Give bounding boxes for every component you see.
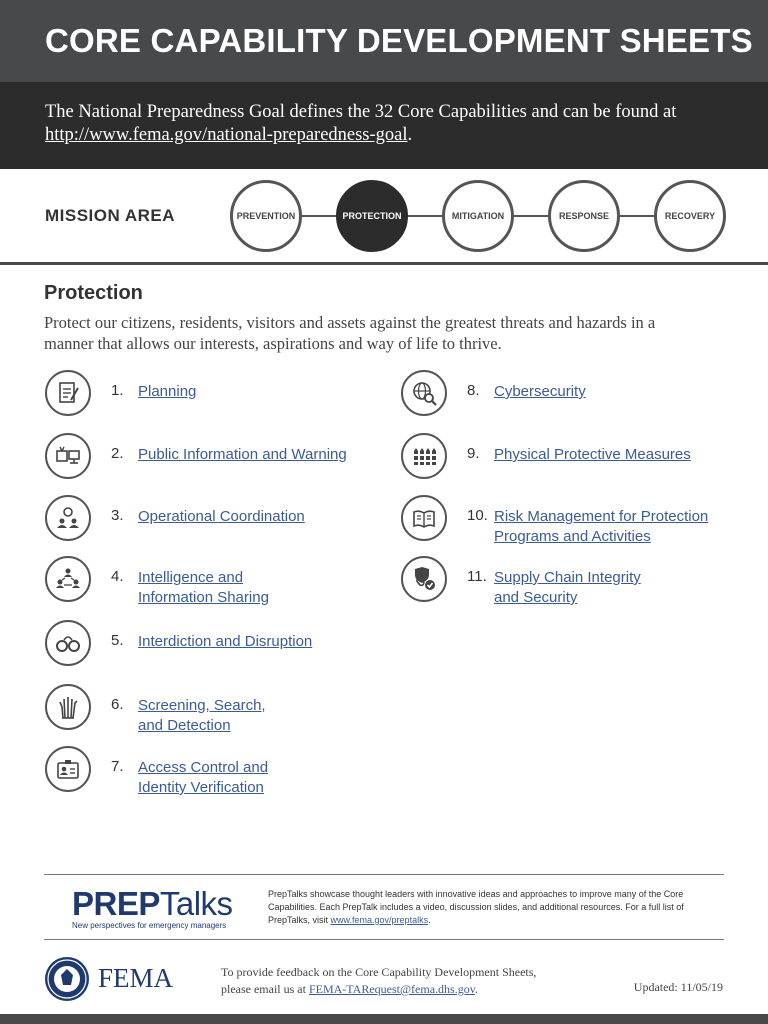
section-description: Protect our citizens, residents, visitors and assets against the greatest threats and hazards in a manner that allows our interests, aspirations and way of life to thrive. <box>44 313 656 353</box>
intro-banner <box>0 82 768 169</box>
header-banner <box>0 0 768 82</box>
bottom-bar <box>0 1014 768 1024</box>
preptalks-tagline: New perspectives for emergency managers <box>72 921 227 930</box>
mission-protection[interactable]: PROTECTION <box>336 180 408 252</box>
intro-text <box>45 101 735 147</box>
capability-link-interdiction[interactable]: Interdiction and Disruption <box>138 633 313 650</box>
divider-bottom <box>44 939 724 940</box>
capability-number: 2. <box>111 445 124 462</box>
capability-number: 6. <box>111 696 124 713</box>
intro-suffix: . <box>407 125 413 145</box>
fema-logo-text: FEMA <box>98 963 174 993</box>
capability-number: 8. <box>467 382 480 399</box>
page-title: CORE CAPABILITY DEVELOPMENT SHEETS <box>45 22 753 59</box>
capability-number: 3. <box>111 507 124 524</box>
capability-number: 5. <box>111 632 124 649</box>
preptalks-logo <box>72 885 233 930</box>
capability-link-screening[interactable]: Screening, Search, and Detection <box>138 697 266 734</box>
preptalks-brand: PREPTalks <box>72 885 233 922</box>
shield-chain-icon <box>401 556 447 602</box>
preparedness-goal-link[interactable]: http://www.fema.gov/national-preparedness-goal <box>45 125 408 145</box>
capability-link-physical-protective[interactable]: Physical Protective Measures <box>494 446 691 463</box>
id-badge-icon <box>45 746 91 792</box>
mission-area-bar <box>0 170 768 265</box>
planning-icon <box>45 370 91 416</box>
handcuffs-icon <box>45 620 91 666</box>
capability-link-supply-chain[interactable]: Supply Chain Integrity and Security <box>494 569 641 606</box>
section-title: Protection <box>44 282 143 304</box>
mission-prevention[interactable]: PREVENTION <box>230 180 302 252</box>
feedback-text: To provide feedback on the Core Capability Development Sheets, please email us at FEMA-TARequest@fema.dhs.gov. <box>221 965 537 996</box>
open-book-icon <box>401 495 447 541</box>
capability-number: 9. <box>467 445 480 462</box>
feedback-email-link[interactable]: FEMA-TARequest@fema.dhs.gov <box>308 982 475 996</box>
mission-recovery[interactable]: RECOVERY <box>654 180 726 252</box>
capability-link-cybersecurity[interactable]: Cybersecurity <box>494 383 586 400</box>
mission-area-label: MISSION AREA <box>45 206 176 225</box>
capability-link-risk-management[interactable]: Risk Management for Protection Programs and Activities <box>494 508 709 545</box>
capability-link-public-information[interactable]: Public Information and Warning <box>138 446 347 463</box>
preptalks-link[interactable]: www.fema.gov/preptalks <box>330 915 429 925</box>
capability-number: 10. <box>467 507 488 524</box>
mission-mitigation[interactable]: MITIGATION <box>442 180 514 252</box>
intro-sentence: The National Preparedness Goal defines the 32 Core Capabilities and can be found at <box>45 102 677 122</box>
operational-coordination-icon <box>45 495 91 541</box>
hand-xray-icon <box>45 684 91 730</box>
capability-link-access-control[interactable]: Access Control and Identity Verification <box>138 759 269 796</box>
globe-magnifier-icon <box>401 370 447 416</box>
capability-link-planning[interactable]: Planning <box>138 383 197 400</box>
divider-top <box>44 874 724 875</box>
capability-link-intelligence-sharing[interactable]: Intelligence and Information Sharing <box>138 569 269 606</box>
capability-link-operational-coordination[interactable]: Operational Coordination <box>138 508 305 525</box>
public-information-icon <box>45 433 91 479</box>
mission-response[interactable]: RESPONSE <box>548 180 620 252</box>
intelligence-sharing-icon <box>45 556 91 602</box>
dhs-seal-icon <box>45 957 89 1001</box>
fence-icon <box>401 433 447 479</box>
preptalks-description: PrepTalks showcase thought leaders with innovative ideas and approaches to improve many of the Core Capabilities. Each PrepTalk includes a video, discussion slides, and additional resources. For a full list of PrepTalks, visit www.fema.gov/preptalks. <box>268 889 684 925</box>
capability-number: 11. <box>467 568 487 585</box>
capability-number: 1. <box>111 382 124 399</box>
capability-number: 7. <box>111 758 124 775</box>
capability-number: 4. <box>111 568 124 585</box>
updated-date: Updated: 11/05/19 <box>633 980 723 994</box>
